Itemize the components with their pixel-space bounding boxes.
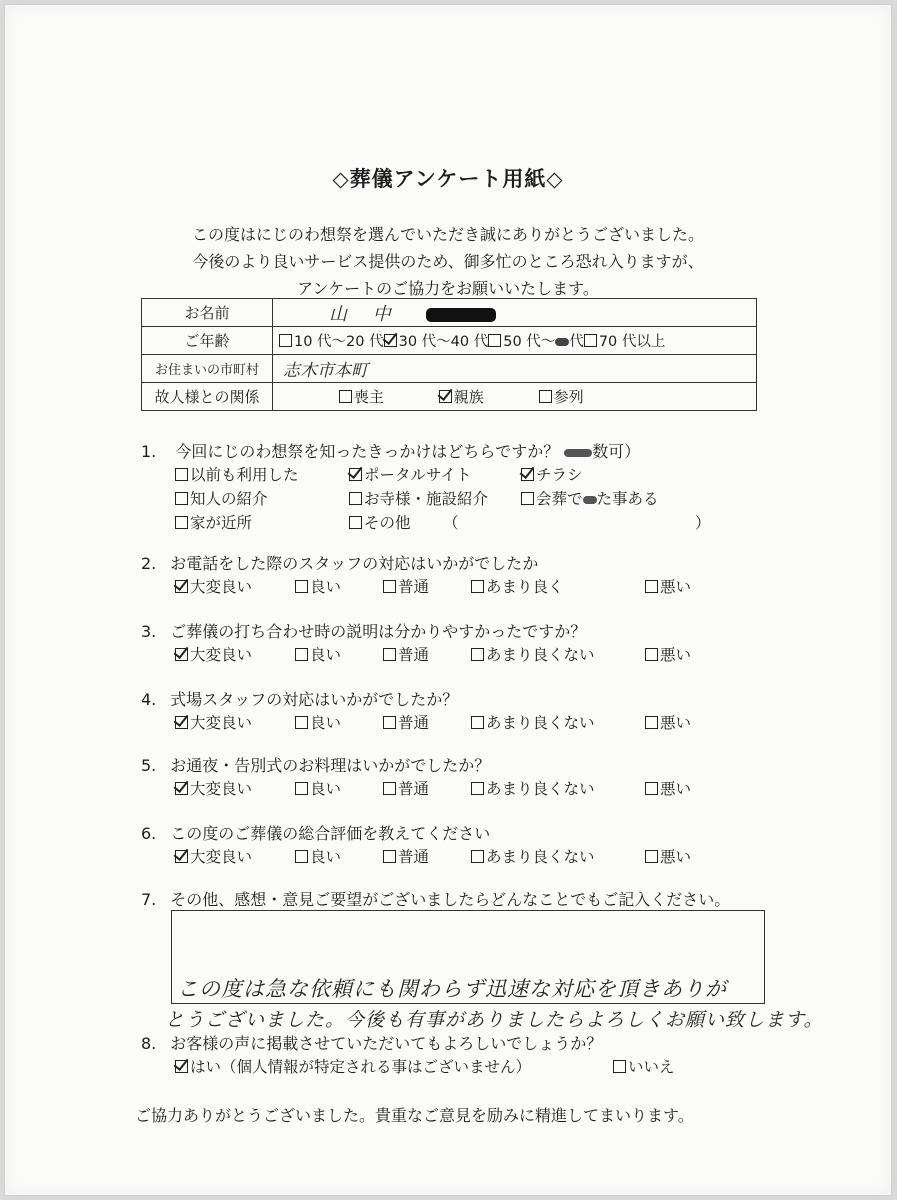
q5-option-2[interactable]: 良い [295,777,341,799]
checkbox [488,334,501,347]
residence-field[interactable] [273,355,757,383]
checkbox [175,468,188,481]
checkbox [383,580,396,593]
residence-label: お住まいの市町村 [142,355,273,383]
redaction-mark [426,308,496,322]
name-field[interactable] [273,299,757,327]
q5-option-4[interactable]: あまり良くない [471,777,595,799]
q5-option-1[interactable]: 大変良い [175,777,252,799]
q1-option-7[interactable]: 家が近所 [175,511,252,533]
question-6: 6. この度のご葬儀の総合評価を教えてください [141,824,491,843]
question-1: 1. 今回にじのわ想祭を知ったきっかけはどちらですか？ 数可） [141,442,641,461]
checkbox-checked [439,390,452,403]
checkbox [645,850,658,863]
q6-option-5[interactable]: 悪い [645,845,691,867]
checkbox-checked [349,468,362,481]
checkbox [295,850,308,863]
q6-option-3[interactable]: 普通 [383,845,429,867]
q1-other-open-paren: （ [443,514,459,532]
checkbox [175,492,188,505]
q2-option-5[interactable]: 悪い [645,575,691,597]
q3-option-1[interactable]: 大変良い [175,643,252,665]
q4-option-2[interactable]: 良い [295,711,341,733]
redaction-mark [564,449,592,457]
q2-option-3[interactable]: 普通 [383,575,429,597]
checkbox [584,334,597,347]
checkbox [521,492,534,505]
name-value: 山 中 [329,303,401,325]
closing-message: ご協力ありがとうございました。貴重なご意見を励みに精進してまいります。 [135,1106,694,1125]
comment-handwriting-line-2: とうございました。今後も有事がありましたらよろしくお願い致します。 [165,1009,824,1031]
q1-option-6[interactable]: 会葬で た事ある [521,487,659,509]
q6-option-4[interactable]: あまり良くない [471,845,595,867]
checkbox [645,648,658,661]
checkbox [471,782,484,795]
checkbox [279,334,292,347]
checkbox-checked [175,782,188,795]
q1-option-8[interactable]: その他 [349,511,411,533]
q5-option-3[interactable]: 普通 [383,777,429,799]
checkbox-checked [521,468,534,481]
q1-other-close-paren: ） [695,514,711,532]
checkbox [645,716,658,729]
redaction-mark [583,496,597,504]
survey-title: ◇葬儀アンケート用紙◇ [332,167,564,191]
checkbox [383,716,396,729]
name-label: お名前 [142,299,273,327]
intro-line-3: アンケートのご協力をお願いいたします。 [297,279,599,298]
comment-handwriting-line-1: この度は急な依頼にも関わらず迅速な対応を頂きありが [177,977,727,1001]
checkbox [645,782,658,795]
checkbox [295,648,308,661]
q3-option-3[interactable]: 普通 [383,643,429,665]
question-8: 8. お客様の声に掲載させていただいてもよろしいでしょうか？ [141,1034,603,1053]
checkbox [383,782,396,795]
q4-option-1[interactable]: 大変良い [175,711,252,733]
checkbox [295,716,308,729]
checkbox [349,492,362,505]
q1-option-5[interactable]: お寺様・施設紹介 [349,487,488,509]
checkbox [613,1060,626,1073]
bleed-through-text [191,917,195,931]
q4-option-5[interactable]: 悪い [645,711,691,733]
checkbox [383,648,396,661]
age-options: 10 代～20 代 30 代～40 代 50 代～ 代 70 代以上 [273,327,757,355]
q6-option-2[interactable]: 良い [295,845,341,867]
checkbox [471,850,484,863]
checkbox [471,716,484,729]
q3-option-5[interactable]: 悪い [645,643,691,665]
checkbox-checked [384,334,397,347]
q1-option-2[interactable]: ポータルサイト [349,463,471,485]
survey-sheet [4,4,892,1196]
checkbox [383,850,396,863]
checkbox [539,390,552,403]
checkbox-checked [175,580,188,593]
q2-option-2[interactable]: 良い [295,575,341,597]
checkbox [645,580,658,593]
relation-options [273,383,757,411]
relation-option-2[interactable]: 親族 [439,388,484,406]
q2-option-1[interactable]: 大変良い [175,575,252,597]
checkbox [295,782,308,795]
q3-option-2[interactable]: 良い [295,643,341,665]
checkbox-checked [175,1060,188,1073]
age-option-4[interactable]: 70 代以上 [584,334,666,350]
q1-option-1[interactable]: 以前も利用した [175,463,299,485]
age-option-1[interactable]: 10 代～20 代 [279,334,384,350]
age-label: ご年齢 [142,327,273,355]
relation-option-3[interactable]: 参列 [539,388,584,406]
age-option-3[interactable]: 50 代～ [488,334,555,350]
checkbox [295,580,308,593]
checkbox [471,648,484,661]
checkbox [349,516,362,529]
age-option-2[interactable]: 30 代～40 代 [384,334,489,350]
question-4: 4. 式場スタッフの対応はいかがでしたか？ [141,690,459,709]
redaction-mark [555,338,569,346]
q1-option-3[interactable]: チラシ [521,463,583,485]
checkbox [339,390,352,403]
question-2: 2. お電話をした際のスタッフの対応はいかがでしたか [141,554,539,573]
q4-option-3[interactable]: 普通 [383,711,429,733]
checkbox [175,516,188,529]
q4-option-4[interactable]: あまり良くない [471,711,595,733]
question-7: 7. その他、感想・意見ご要望がございましたらどんなことでもご記入ください。 [141,890,731,909]
checkbox-checked [175,716,188,729]
question-5: 5. お通夜・告別式のお料理はいかがでしたか？ [141,756,491,775]
relation-option-1[interactable]: 喪主 [339,388,384,406]
q1-option-4[interactable]: 知人の紹介 [175,487,268,509]
q3-option-4[interactable]: あまり良くない [471,643,595,665]
q5-option-5[interactable]: 悪い [645,777,691,799]
intro-line-1: この度はにじのわ想祭を選んでいただき誠にありがとうございました。 [191,225,704,244]
q2-option-4[interactable]: あまり良く [471,575,564,597]
q8-no-option[interactable]: いいえ [613,1055,675,1077]
q6-option-1[interactable]: 大変良い [175,845,252,867]
respondent-info-table [141,298,757,411]
checkbox-checked [175,850,188,863]
checkbox [471,580,484,593]
q8-yes-option[interactable]: はい（個人情報が特定される事はございません） [175,1055,531,1077]
residence-value: 志木市本町 [283,361,368,381]
intro-line-2: 今後のより良いサービス提供のため、御多忙のところ恐れ入りますが、 [192,252,704,271]
relation-label: 故人様との関係 [142,383,273,411]
question-3: 3. ご葬儀の打ち合わせ時の説明は分かりやすかったですか？ [141,622,587,641]
checkbox-checked [175,648,188,661]
